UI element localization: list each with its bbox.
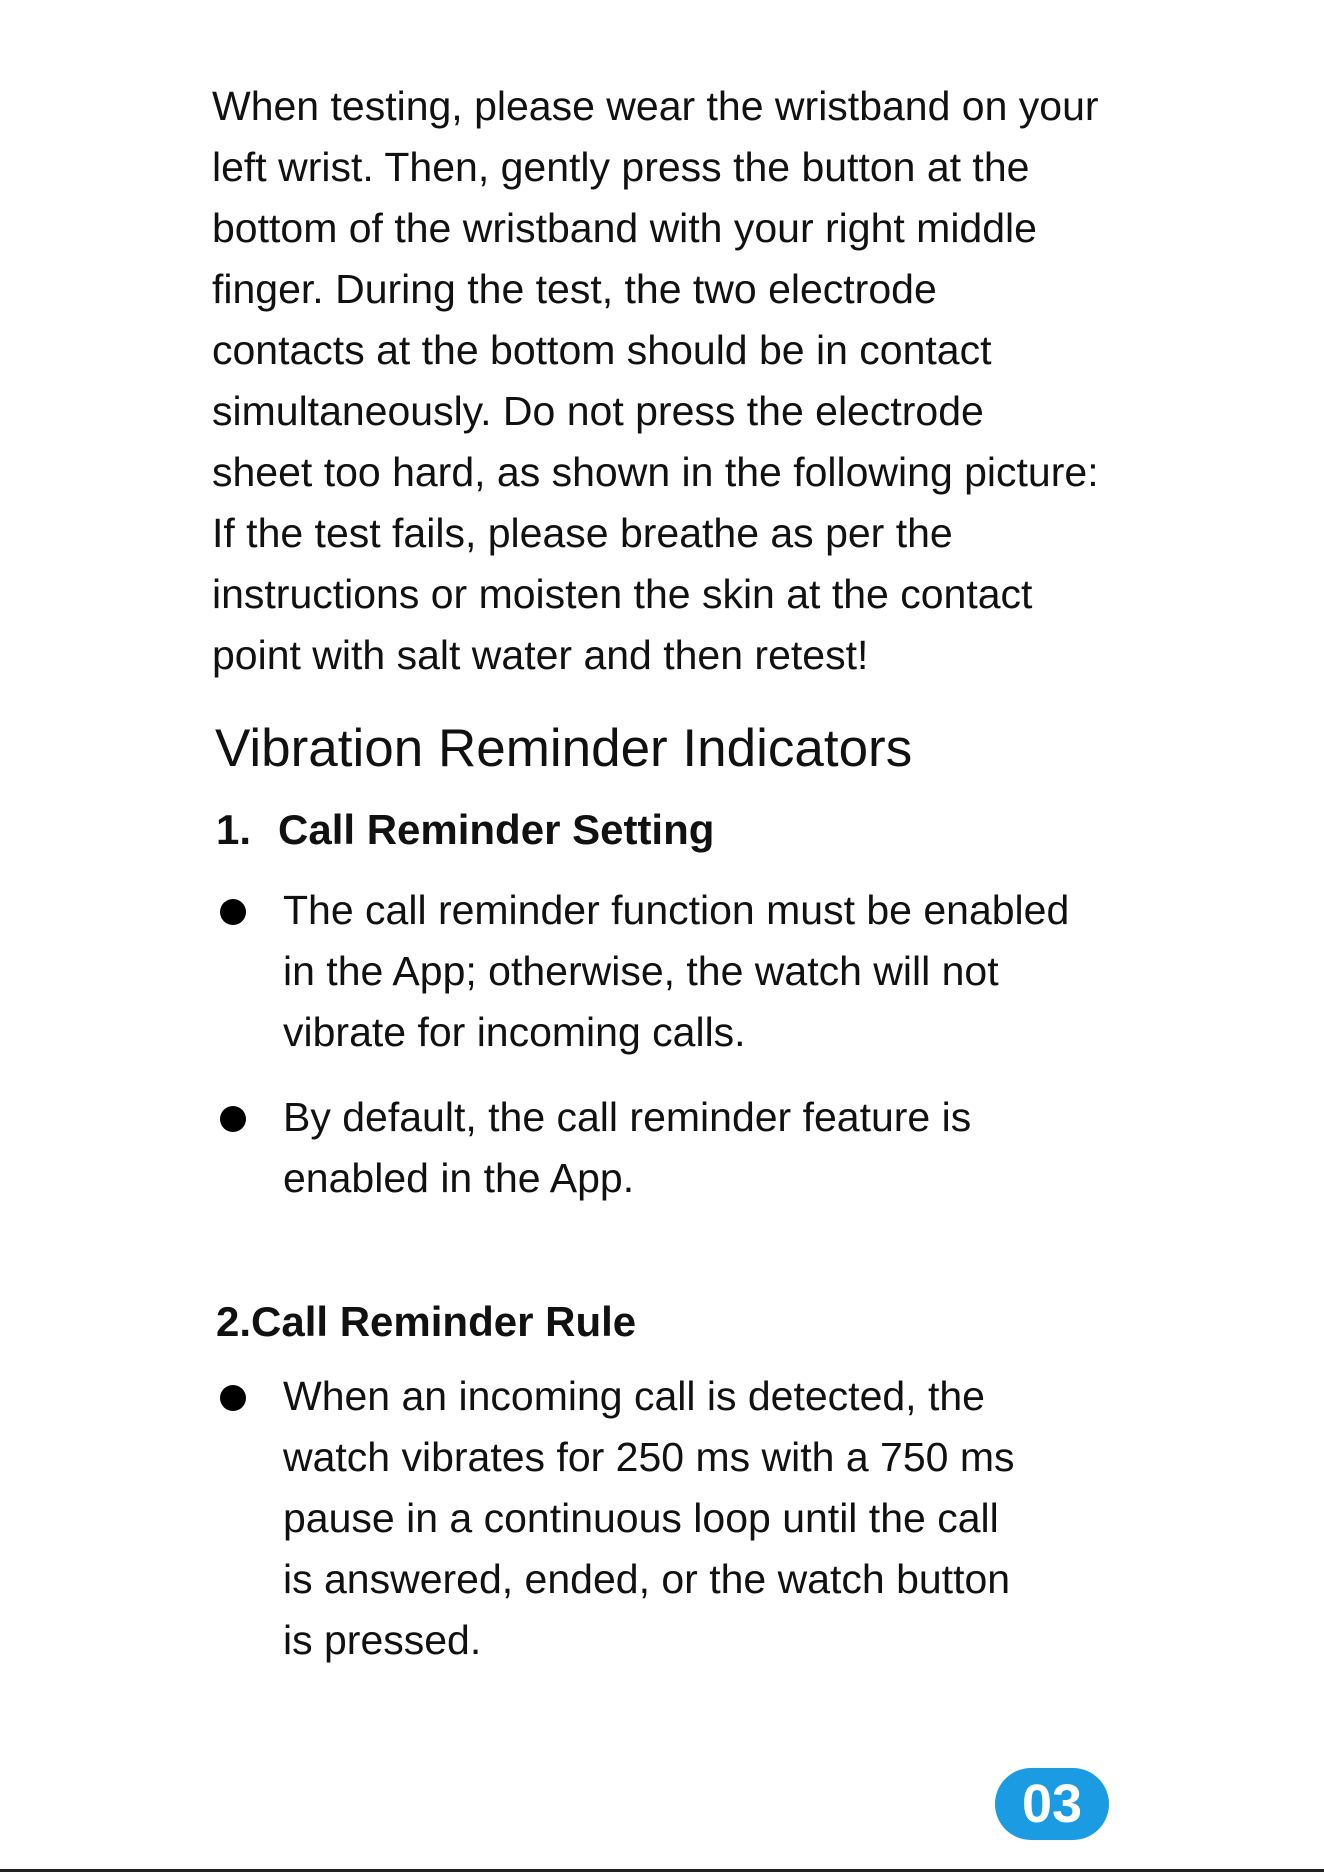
intro-line: If the test fails, please breathe as per the (212, 510, 953, 556)
bullet-icon (220, 1106, 246, 1132)
call-reminder-setting-list (216, 880, 1216, 1209)
list-item (216, 1087, 1216, 1209)
heading-text: Call Reminder Setting (278, 806, 715, 853)
bullet-line: is pressed. (283, 1617, 482, 1663)
intro-line: instructions or moisten the skin at the contact (212, 571, 1033, 617)
call-reminder-setting-heading (216, 800, 714, 860)
bullet-line: watch vibrates for 250 ms with a 750 ms (283, 1434, 1015, 1480)
call-reminder-rule-heading: 2.Call Reminder Rule (216, 1298, 637, 1345)
bullet-line: is answered, ended, or the watch button (283, 1556, 1011, 1602)
intro-line: finger. During the test, the two electrode (212, 266, 937, 312)
bullet-line: The call reminder function must be enabled (283, 887, 1070, 933)
bullet-line: pause in a continuous loop until the call (283, 1495, 999, 1541)
intro-line: contacts at the bottom should be in contact (212, 327, 992, 373)
bullet-line: By default, the call reminder feature is (283, 1094, 972, 1140)
intro-line: bottom of the wristband with your right middle (212, 205, 1037, 251)
bullet-line: vibrate for incoming calls. (283, 1009, 746, 1055)
section-title: Vibration Reminder Indicators (215, 719, 913, 778)
intro-paragraph (212, 76, 1212, 686)
intro-line: simultaneously. Do not press the electrode (212, 388, 984, 434)
intro-line: point with salt water and then retest! (212, 632, 869, 678)
bullet-line: When an incoming call is detected, the (283, 1373, 985, 1419)
bullet-icon (220, 1385, 246, 1411)
bullet-line: in the App; otherwise, the watch will not (283, 948, 999, 994)
list-item (216, 1366, 1216, 1671)
intro-line: When testing, please wear the wristband on your (212, 83, 1099, 129)
call-reminder-rule-list (216, 1366, 1216, 1671)
page-number-badge: 03 (995, 1768, 1109, 1840)
list-item (216, 880, 1216, 1063)
heading-number: 1. (216, 806, 252, 853)
intro-line: sheet too hard, as shown in the following picture: (212, 449, 1099, 495)
bullet-line: enabled in the App. (283, 1155, 635, 1201)
intro-line: left wrist. Then, gently press the button at the (212, 144, 1030, 190)
bullet-icon (220, 899, 246, 925)
